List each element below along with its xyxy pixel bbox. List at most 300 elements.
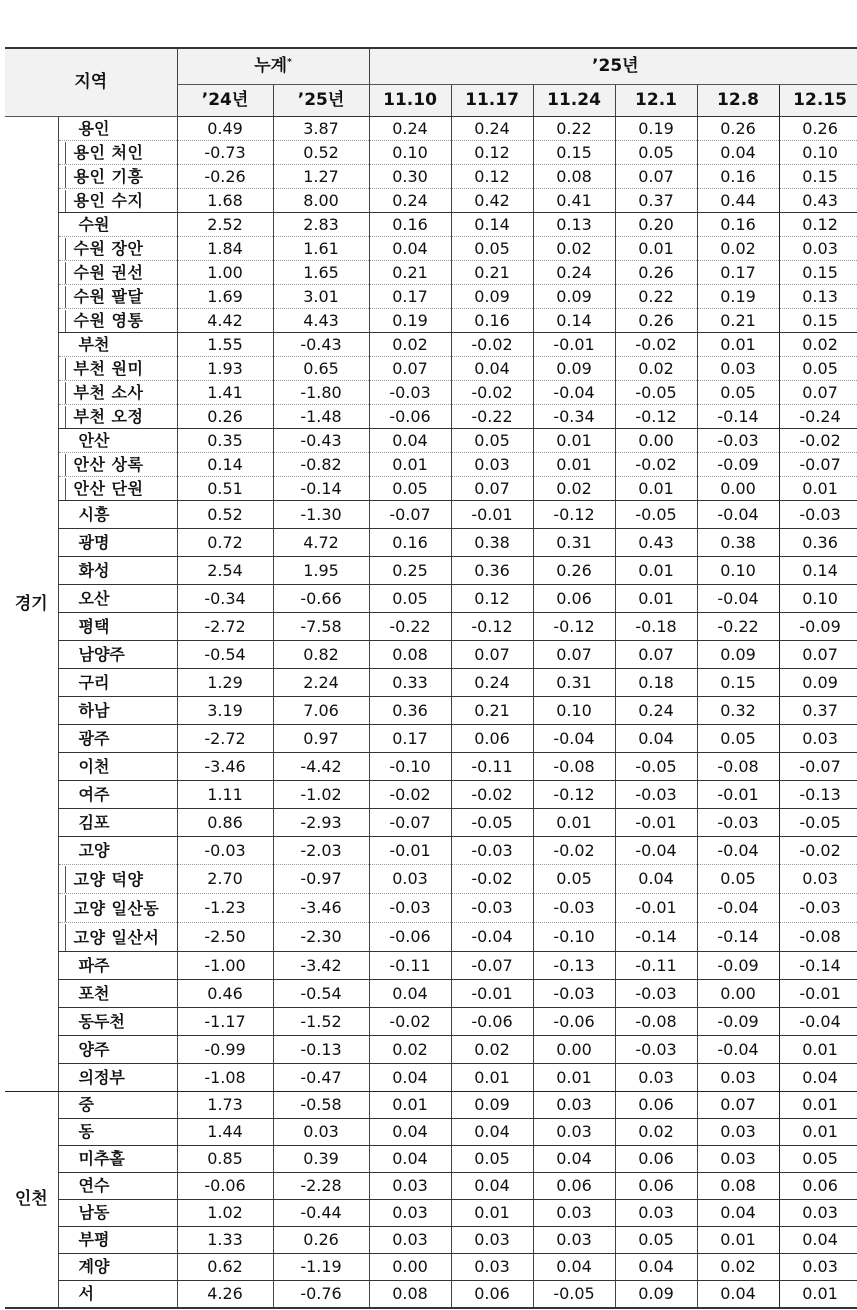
value-cell: 0.01 (615, 585, 697, 613)
value-cell: 0.00 (697, 980, 779, 1008)
value-cell: 0.01 (533, 1064, 615, 1092)
value-cell: 0.26 (615, 309, 697, 333)
value-cell: 0.03 (779, 725, 857, 753)
table-row (5, 429, 857, 453)
value-cell: -0.12 (615, 405, 697, 429)
value-cell: 0.62 (177, 1254, 273, 1281)
value-cell: 0.00 (615, 429, 697, 453)
value-cell: -0.10 (533, 923, 615, 952)
value-cell: 0.04 (779, 1064, 857, 1092)
value-cell: 0.04 (451, 357, 533, 381)
region-name (58, 453, 177, 477)
value-cell: 0.21 (369, 261, 451, 285)
value-cell: 4.72 (273, 529, 369, 557)
value-cell: -0.12 (533, 613, 615, 641)
table-row (5, 865, 857, 894)
value-cell: -0.08 (779, 923, 857, 952)
sub-region-name: 수원 팔달 (65, 286, 144, 308)
value-cell: -0.99 (177, 1036, 273, 1064)
value-cell: -0.14 (615, 923, 697, 952)
value-cell: 0.12 (451, 585, 533, 613)
value-cell: 3.19 (177, 697, 273, 725)
table-body (5, 117, 857, 1308)
sub-region-name: 고양 일산동 (65, 895, 160, 922)
value-cell: 0.05 (697, 865, 779, 894)
value-cell: -0.03 (177, 837, 273, 865)
region-name: 계양 (58, 1254, 177, 1281)
value-cell: 0.02 (451, 1036, 533, 1064)
value-cell: 0.01 (779, 1036, 857, 1064)
value-cell: -0.22 (697, 613, 779, 641)
table-row (5, 117, 857, 141)
value-cell: 0.10 (369, 141, 451, 165)
value-cell: 0.04 (697, 1200, 779, 1227)
value-cell: -0.02 (451, 781, 533, 809)
value-cell: 0.12 (779, 213, 857, 237)
value-cell: -3.42 (273, 952, 369, 980)
value-cell: 0.06 (615, 1092, 697, 1119)
value-cell: 0.26 (779, 117, 857, 141)
value-cell: -0.09 (779, 613, 857, 641)
value-cell: -0.03 (615, 781, 697, 809)
table-row (5, 1064, 857, 1092)
value-cell: 0.36 (779, 529, 857, 557)
region-name: 포천 (58, 980, 177, 1008)
value-cell: 0.07 (615, 641, 697, 669)
value-cell: -0.12 (451, 613, 533, 641)
header-col-2: 11.10 (369, 85, 451, 117)
value-cell: -0.06 (177, 1173, 273, 1200)
table-row (5, 1092, 857, 1119)
value-cell: 0.19 (369, 309, 451, 333)
value-cell: -0.34 (177, 585, 273, 613)
value-cell: 1.02 (177, 1200, 273, 1227)
value-cell: 0.04 (369, 1146, 451, 1173)
value-cell: 0.24 (369, 189, 451, 213)
value-cell: 0.38 (451, 529, 533, 557)
value-cell: 0.10 (697, 557, 779, 585)
value-cell: 0.03 (451, 1227, 533, 1254)
value-cell: -0.05 (615, 753, 697, 781)
region-name: 하남 (58, 697, 177, 725)
value-cell: -0.10 (369, 753, 451, 781)
value-cell: 0.01 (369, 1092, 451, 1119)
value-cell: 0.21 (451, 261, 533, 285)
table-row (5, 557, 857, 585)
value-cell: 0.09 (533, 357, 615, 381)
value-cell: -0.26 (177, 165, 273, 189)
value-cell: 0.01 (779, 1119, 857, 1146)
value-cell: 0.09 (697, 641, 779, 669)
table-row (5, 923, 857, 952)
value-cell: -0.04 (697, 585, 779, 613)
value-cell: 0.97 (273, 725, 369, 753)
value-cell: -0.02 (451, 381, 533, 405)
region-name: 여주 (58, 781, 177, 809)
value-cell: 0.03 (451, 1254, 533, 1281)
value-cell: 1.11 (177, 781, 273, 809)
value-cell: 0.46 (177, 980, 273, 1008)
value-cell: 0.01 (615, 477, 697, 501)
region-name: 오산 (58, 585, 177, 613)
value-cell: -0.03 (779, 501, 857, 529)
value-cell: 0.12 (451, 141, 533, 165)
value-cell: 0.36 (369, 697, 451, 725)
value-cell: 0.07 (697, 1092, 779, 1119)
value-cell: -0.02 (615, 453, 697, 477)
region-name: 동두천 (58, 1008, 177, 1036)
value-cell: 0.02 (369, 1036, 451, 1064)
value-cell: -0.66 (273, 585, 369, 613)
value-cell: -0.03 (697, 429, 779, 453)
value-cell: 0.19 (615, 117, 697, 141)
value-cell: 2.83 (273, 213, 369, 237)
value-cell: 0.01 (451, 1200, 533, 1227)
value-cell: -0.06 (369, 923, 451, 952)
value-cell: 0.15 (779, 309, 857, 333)
region-name: 남동 (58, 1200, 177, 1227)
table-row (5, 309, 857, 333)
value-cell: 0.14 (177, 453, 273, 477)
value-cell: -0.44 (273, 1200, 369, 1227)
table-row (5, 213, 857, 237)
value-cell: 0.05 (779, 357, 857, 381)
region-name (58, 894, 177, 923)
value-cell: -1.17 (177, 1008, 273, 1036)
value-cell: 0.37 (615, 189, 697, 213)
value-cell: -1.52 (273, 1008, 369, 1036)
sub-region-name: 부천 원미 (65, 358, 144, 380)
value-cell: -0.07 (369, 501, 451, 529)
sub-region-name: 안산 단원 (65, 478, 144, 500)
value-cell: 0.31 (533, 669, 615, 697)
value-cell: -0.04 (779, 1008, 857, 1036)
region-name: 평택 (58, 613, 177, 641)
value-cell: 0.03 (533, 1119, 615, 1146)
sub-region-name: 고양 일산서 (65, 924, 160, 951)
value-cell: 0.04 (697, 141, 779, 165)
value-cell: 0.00 (697, 477, 779, 501)
value-cell: -0.54 (177, 641, 273, 669)
value-cell: 1.95 (273, 557, 369, 585)
value-cell: -0.82 (273, 453, 369, 477)
value-cell: -0.02 (369, 781, 451, 809)
value-cell: -0.07 (369, 809, 451, 837)
value-cell: 0.04 (615, 1254, 697, 1281)
value-cell: 0.03 (697, 1146, 779, 1173)
value-cell: 1.68 (177, 189, 273, 213)
value-cell: 0.16 (369, 213, 451, 237)
value-cell: 0.03 (369, 865, 451, 894)
value-cell: -0.02 (451, 865, 533, 894)
value-cell: 0.36 (451, 557, 533, 585)
value-cell: 0.38 (697, 529, 779, 557)
header-year: ’25년 (369, 48, 857, 85)
value-cell: -0.11 (451, 753, 533, 781)
value-cell: 0.05 (451, 429, 533, 453)
value-cell: 0.03 (533, 1092, 615, 1119)
value-cell: 0.17 (369, 285, 451, 309)
value-cell: 0.05 (615, 141, 697, 165)
value-cell: 0.03 (451, 453, 533, 477)
table-row (5, 669, 857, 697)
value-cell: 0.43 (615, 529, 697, 557)
value-cell: -0.03 (697, 809, 779, 837)
value-cell: -0.22 (451, 405, 533, 429)
value-cell: 3.01 (273, 285, 369, 309)
value-cell: 0.03 (779, 1200, 857, 1227)
value-cell: 0.35 (177, 429, 273, 453)
value-cell: 0.72 (177, 529, 273, 557)
region-name (58, 285, 177, 309)
value-cell: 0.02 (697, 1254, 779, 1281)
table-row (5, 1200, 857, 1227)
value-cell: -0.04 (451, 923, 533, 952)
value-cell: 0.20 (615, 213, 697, 237)
value-cell: 1.00 (177, 261, 273, 285)
value-cell: 0.10 (533, 697, 615, 725)
value-cell: -0.08 (533, 753, 615, 781)
table-row (5, 405, 857, 429)
value-cell: -0.07 (779, 453, 857, 477)
value-cell: 0.05 (533, 865, 615, 894)
value-cell: 1.65 (273, 261, 369, 285)
value-cell: 0.06 (451, 1281, 533, 1308)
value-cell: 0.02 (615, 1119, 697, 1146)
value-cell: -0.54 (273, 980, 369, 1008)
value-cell: 7.06 (273, 697, 369, 725)
value-cell: 0.15 (779, 261, 857, 285)
value-cell: 0.26 (697, 117, 779, 141)
value-cell: 0.03 (615, 1200, 697, 1227)
value-cell: 0.03 (779, 1254, 857, 1281)
value-cell: 0.12 (451, 165, 533, 189)
region-name (58, 165, 177, 189)
value-cell: -0.04 (697, 501, 779, 529)
value-cell: -0.03 (533, 980, 615, 1008)
region-name: 파주 (58, 952, 177, 980)
value-cell: -0.04 (697, 894, 779, 923)
table-row (5, 1281, 857, 1308)
region-name: 안산 (58, 429, 177, 453)
value-cell: 4.42 (177, 309, 273, 333)
value-cell: -0.01 (533, 333, 615, 357)
value-cell: 0.04 (369, 1119, 451, 1146)
region-name: 광명 (58, 529, 177, 557)
table-row (5, 1254, 857, 1281)
value-cell: -7.58 (273, 613, 369, 641)
value-cell: -0.03 (779, 894, 857, 923)
value-cell: -0.09 (697, 1008, 779, 1036)
header-col-0: ’24년 (177, 85, 273, 117)
value-cell: 0.52 (177, 501, 273, 529)
value-cell: -0.73 (177, 141, 273, 165)
value-cell: -2.03 (273, 837, 369, 865)
value-cell: -0.07 (451, 952, 533, 980)
header-col-6: 12.8 (697, 85, 779, 117)
value-cell: 0.03 (273, 1119, 369, 1146)
value-cell: 0.06 (779, 1173, 857, 1200)
value-cell: 1.73 (177, 1092, 273, 1119)
region-name: 서 (58, 1281, 177, 1308)
value-cell: 2.24 (273, 669, 369, 697)
region-name: 이천 (58, 753, 177, 781)
value-cell: 0.82 (273, 641, 369, 669)
value-cell: -0.01 (451, 501, 533, 529)
region-name (58, 477, 177, 501)
value-cell: -2.50 (177, 923, 273, 952)
value-cell: -0.24 (779, 405, 857, 429)
value-cell: -2.28 (273, 1173, 369, 1200)
value-cell: 0.08 (369, 1281, 451, 1308)
value-cell: -0.97 (273, 865, 369, 894)
value-cell: -1.30 (273, 501, 369, 529)
value-cell: 0.02 (779, 333, 857, 357)
value-cell: -0.03 (451, 837, 533, 865)
region-name: 화성 (58, 557, 177, 585)
value-cell: 0.02 (615, 357, 697, 381)
value-cell: 0.41 (533, 189, 615, 213)
value-cell: 0.07 (779, 641, 857, 669)
value-cell: -2.93 (273, 809, 369, 837)
value-cell: -0.03 (533, 894, 615, 923)
value-cell: 0.24 (369, 117, 451, 141)
sub-region-name: 수원 권선 (65, 262, 144, 284)
header-col-7: 12.15 (779, 85, 857, 117)
value-cell: -0.12 (533, 781, 615, 809)
value-cell: -0.06 (451, 1008, 533, 1036)
value-cell: -0.02 (369, 1008, 451, 1036)
header-col-5: 12.1 (615, 85, 697, 117)
table-row (5, 697, 857, 725)
value-cell: 0.21 (697, 309, 779, 333)
value-cell: -0.05 (615, 501, 697, 529)
region-name: 시흥 (58, 501, 177, 529)
value-cell: 0.03 (697, 1119, 779, 1146)
region-name: 연수 (58, 1173, 177, 1200)
value-cell: 0.07 (533, 641, 615, 669)
value-cell: 0.04 (369, 980, 451, 1008)
value-cell: -1.19 (273, 1254, 369, 1281)
table-row (5, 753, 857, 781)
value-cell: -0.01 (369, 837, 451, 865)
value-cell: -0.01 (451, 980, 533, 1008)
value-cell: 0.05 (697, 381, 779, 405)
region-name (58, 357, 177, 381)
value-cell: 0.01 (615, 557, 697, 585)
value-cell: 1.84 (177, 237, 273, 261)
table-row (5, 141, 857, 165)
value-cell: 0.01 (615, 237, 697, 261)
value-cell: -1.02 (273, 781, 369, 809)
value-cell: 2.54 (177, 557, 273, 585)
region-name: 광주 (58, 725, 177, 753)
value-cell: 0.08 (697, 1173, 779, 1200)
value-cell: 1.29 (177, 669, 273, 697)
table-row (5, 1146, 857, 1173)
province-label: 경기 (5, 117, 58, 1092)
value-cell: 0.06 (615, 1173, 697, 1200)
value-cell: 0.26 (273, 1227, 369, 1254)
value-cell: -4.42 (273, 753, 369, 781)
value-cell: -0.04 (697, 1036, 779, 1064)
value-cell: -0.14 (273, 477, 369, 501)
value-cell: -0.03 (615, 980, 697, 1008)
region-name (58, 923, 177, 952)
value-cell: 1.69 (177, 285, 273, 309)
value-cell: 1.27 (273, 165, 369, 189)
value-cell: -1.48 (273, 405, 369, 429)
region-name: 구리 (58, 669, 177, 697)
region-name (58, 405, 177, 429)
value-cell: -0.05 (615, 381, 697, 405)
table-row (5, 501, 857, 529)
value-cell: 0.04 (451, 1173, 533, 1200)
value-cell: 3.87 (273, 117, 369, 141)
value-cell: 0.09 (451, 1092, 533, 1119)
value-cell: -0.13 (273, 1036, 369, 1064)
value-cell: 2.70 (177, 865, 273, 894)
value-cell: -0.12 (533, 501, 615, 529)
table-row (5, 357, 857, 381)
value-cell: -0.05 (451, 809, 533, 837)
value-cell: 0.52 (273, 141, 369, 165)
value-cell: 0.01 (779, 477, 857, 501)
value-cell: 0.05 (615, 1227, 697, 1254)
value-cell: 0.25 (369, 557, 451, 585)
value-cell: -0.06 (369, 405, 451, 429)
value-cell: 0.01 (451, 1064, 533, 1092)
region-name: 중 (58, 1092, 177, 1119)
value-cell: -0.04 (533, 725, 615, 753)
value-cell: 0.01 (369, 453, 451, 477)
value-cell: -0.02 (451, 333, 533, 357)
region-name: 부평 (58, 1227, 177, 1254)
value-cell: -0.13 (779, 781, 857, 809)
header-cumulative-mark: * (287, 57, 292, 68)
value-cell: 0.07 (615, 165, 697, 189)
value-cell: 0.22 (533, 117, 615, 141)
region-name (58, 237, 177, 261)
value-cell: -3.46 (273, 894, 369, 923)
value-cell: -0.03 (369, 381, 451, 405)
table-row (5, 285, 857, 309)
value-cell: 0.10 (779, 585, 857, 613)
table-row (5, 781, 857, 809)
table-row (5, 613, 857, 641)
sub-region-name: 부천 오정 (65, 406, 144, 428)
sub-region-name: 수원 장안 (65, 238, 144, 260)
value-cell: -0.09 (697, 952, 779, 980)
header-cumulative-label: 누계 (254, 56, 288, 76)
value-cell: 0.17 (697, 261, 779, 285)
value-cell: -0.02 (533, 837, 615, 865)
value-cell: 0.05 (369, 585, 451, 613)
value-cell: 0.16 (697, 165, 779, 189)
value-cell: -2.72 (177, 725, 273, 753)
value-cell: -0.08 (697, 753, 779, 781)
value-cell: -2.72 (177, 613, 273, 641)
value-cell: 0.03 (369, 1227, 451, 1254)
value-cell: 0.49 (177, 117, 273, 141)
value-cell: 0.04 (369, 1064, 451, 1092)
table-row (5, 1227, 857, 1254)
region-name (58, 189, 177, 213)
value-cell: -0.08 (615, 1008, 697, 1036)
table-row (5, 189, 857, 213)
table-row (5, 1008, 857, 1036)
value-cell: -0.01 (697, 781, 779, 809)
